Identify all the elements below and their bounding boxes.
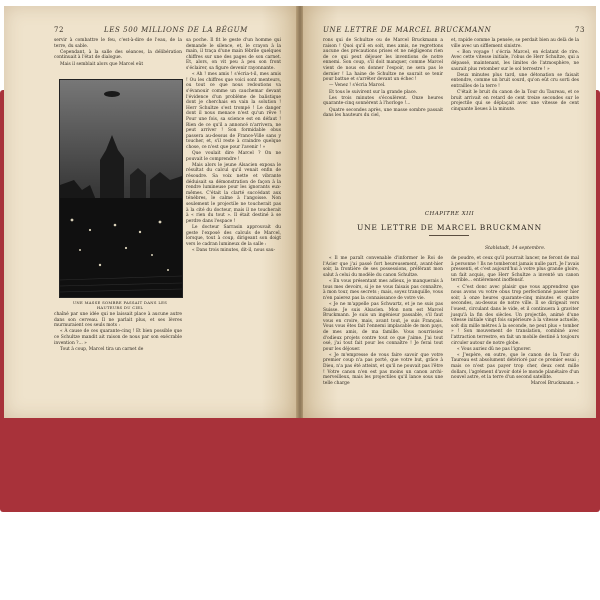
paragraph: « Vous auriez dû ne pas l'ignorer.	[457, 346, 532, 352]
paragraph: « J'espère, en outre, que le canon de la Tour du Taureau est absolument détérioré par ce premier essai ; mais ce n'est pas payer trop cher, deux cent mille dollars, l'agrément d'avoir doté le monde planétaire d'un nouvel astre, et la terre d'un second satellite.	[451, 352, 579, 381]
chapter-rule	[429, 235, 469, 236]
right-col1-top	[323, 38, 443, 119]
paragraph: C'était le bruit du canon de la Tour du Taureau, et ce bruit arrivait en retard de cent treize secondes sur le projectile qui se déplaçait avec une vitesse de cent cinquante lieues à la minute.	[451, 90, 579, 112]
caption-line: UNE MASSE SOMBRE PASSAIT DANS LES	[72, 300, 168, 305]
paragraph: Quatre secondes après, une masse sombre passait dans les hauteurs du ciel,	[323, 107, 443, 119]
paragraph: Le docteur Sarrasin approuvait du geste l'exposé des calculs de Marcel, lorsque, tout à coup, dirigeant son doigt vers le cadran lumineux de la salle :	[186, 224, 281, 247]
engraving-illustration	[59, 79, 183, 298]
signature: Marcel Bruckmann. »	[530, 381, 579, 387]
left-page	[4, 6, 297, 418]
left-col1-top	[54, 38, 182, 68]
paragraph: et, rapide comme la pensée, se perdait bien au delà de la ville avec un sifflement sinistre.	[451, 38, 579, 49]
paragraph: Et tous le suivirent sur la grande place.	[329, 89, 418, 95]
paragraph: « Il me paraît convenable d'informer le Roi de l'Acier que j'ai passé fort heureusement, avant-hier soir, la frontière de ses possessions, préférant mon salut à celui du modèle du canon Schultze.	[323, 256, 443, 278]
paragraph: Que voulait dire Marcel ? On ne pouvait le comprendre !	[186, 151, 281, 162]
paragraph: « Ah ! mes amis ! s'écria-t-il, mes amis ! Ou les chiffres que voici sont menteurs, ou tout ce que nous redoutions va s'évanouir comme un cauchemar devant l'évidence d'un problème de balistique dont je cherchais en vain la solution ! Herr Schultze s'est trompé ! Le danger dont il nous menace n'est qu'un rêve ! Pour une fois, sa science est en défaut ! Rien de ce qu'il a annoncé n'arrivera, ne peut arriver ! Son formidable obus passera au-dessus de France-Ville sans y toucher, et, s'il reste à craindre quelque chose, ce n'est que pour l'avenir ! »	[186, 72, 281, 150]
left-page-number: 72	[54, 26, 65, 34]
left-col2	[186, 38, 281, 254]
illustration-caption	[59, 300, 181, 310]
night-crowd-engraving	[60, 80, 182, 297]
paragraph: Mais alors le jeune Alsacien exposa le résultat du calcul qu'il venait enfin de résoudre. Sa voix nette et vibrante déduisait sa démonstration de façon à la rendre lumineuse pour les ignorants eux-mêmes. C'était la clarté succédant aux ténèbres, le calme à l'angoisse. Non seulement le projectile ne toucherait pas à la cité du docteur, mais il ne toucherait à « rien du tout ». Il était destiné à se perdre dans l'espace !	[186, 162, 281, 224]
letter-dateline: Stahlstadt, 14 septembre.	[485, 246, 546, 251]
caption-line: HAUTEURS DU CIEL	[96, 305, 144, 310]
chapter-title: UNE LETTRE DE MARCEL BRUCKMANN	[356, 223, 543, 232]
right-page	[303, 6, 596, 418]
right-col2-bottom	[451, 256, 579, 388]
right-page-number: 73	[575, 26, 586, 34]
paragraph: « Dans trois minutes, dit-il, nous sau-	[192, 247, 276, 253]
paragraph: « Je ne m'appelle pas Schwartz, et je ne suis pas Suisse. Je suis Alsacien. Mon nom est Marcel Bruckmann. Je suis un ingénieur passable, s'il faut vous en croire, mais, avant tout, je suis Français. Vous vous êtes fait l'ennemi implacable de mon pays, de mes amis, de ma famille. Vous nourrissiez d'odieux projets contre tout ce que j'aime. J'ai tout osé, j'ai tout fait pour les connaître ! Je ferai tout pour les déjouer.	[323, 301, 443, 352]
paragraph: Les trois minutes s'écoulèrent. Onze heures quarante-cinq sonnèrent à l'horloge !...	[323, 95, 443, 107]
paragraph: — Venez ! s'écria Marcel.	[329, 83, 386, 89]
right-col1-bottom	[323, 256, 443, 387]
left-col1-bottom	[54, 312, 182, 353]
paragraph: servir à combattre le feu, c'est-à-dire de l'eau, de la terre, du sable.	[54, 38, 182, 49]
right-col2-top	[451, 38, 579, 113]
paragraph: « En vous présentant mes adieux, je manquerais à tous mes devoirs, si je ne vous faisais pas connaître, à mon tour, mes secrets ; mais, soyez tranquille, vous n'en paierez pas la connaissance de votre vie.	[323, 278, 443, 301]
paragraph: Tout à coup, Marcel tira un carnet de	[60, 346, 144, 352]
paragraph: rons qui de Schultze ou de Marcel Bruckmann a raison ! Quoi qu'il en soit, mes amis, ne regrettons aucune des précautions prises et ne négligeons rien de ce qui peut déjouer les inventions de notre ennemi. Son coup, s'il doit manquer, comme Marcel vient de nous en donner l'espoir, ne sera pas le dernier ! La haine de Schultze ne saurait se tenir pour battue et s'arrêter devant un échec !	[323, 38, 443, 83]
paragraph: « Je m'empresse de vous faire savoir que votre premier coup n'a pas porté, que votre but, grâce à Dieu, n'a pas été atteint, et qu'il ne pouvait pas l'être ! Votre canon n'en est pas moins un canon archi-merveilleux, mais les projectiles qu'il lance sous une telle charge	[323, 352, 443, 386]
paragraph: chaîné par une idée qui ne laissait place à aucune autre dans son cerveau. Il ne parlait plus, et ses lèvres murmuraient ces seuls mots :	[54, 312, 182, 329]
paragraph: « À cause de ces quarante-cinq ! Et bien possible que ce Schultze mandit ait raison de nous par son exécrable invention ?... »	[54, 329, 182, 346]
paragraph: Cependant, à la salle des séances, la délibération continuait à l'état de dialogue.	[54, 49, 182, 61]
paragraph: sa poche. Il fit le geste d'un homme qui demande le silence, et, le crayon à la main, il traça d'une main fébrile quelques chiffres sur une des pages de son carnet. Et, alors, on vit peu à peu son front s'éclairer, sa figure devenir rayonnante.	[186, 38, 281, 71]
paragraph: Deux minutes plus tard, une détonation se faisait entendre, comme un bruit sourd, qu'on eût cru sorti des entrailles de la terre !	[451, 72, 579, 89]
paragraph: « C'est donc avec plaisir que vous apprendrez que nous avons vu votre obus trop perfectionné passer hier soir, à onze heures quarante-cinq minutes et quatre secondes, au-dessus de notre ville. Il se dirigeait vers l'ouest, circulant dans le vide, et il continuera à graviter jusqu'à la fin des siècles. Un projectile, animé d'une vitesse initiale vingt fois supérieure à la vitesse actuelle, soit dix mille mètres à la seconde, ne peut plus « tomber » ! Son mouvement de translation, combiné avec l'attraction terrestre, en fait un mobile destiné à toujours circuler autour de notre globe.	[451, 284, 579, 346]
left-running-head: LES 500 MILLIONS DE LA BÉGUM	[104, 26, 248, 34]
paragraph: de poudre, et ceux qu'il pourrait lancer, ne feront de mal à personne ! Ils ne tomberont jamais nulle part. Je l'avais pressenti, et c'est aujourd'hui à votre plus grande gloire, un fait acquis, que Herr Schultze a inventé un canon terrible... entièrement inoffensif.	[451, 256, 579, 284]
paragraph: Mais il semblait alors que Marcel eût	[60, 61, 144, 67]
right-running-head: UNE LETTRE DE MARCEL BRUCKMANN	[323, 26, 492, 34]
chapter-number: CHAPITRE XIII	[424, 211, 475, 217]
paragraph: « Bon voyage ! s'écria Marcel, en éclatant de rire. Avec cette vitesse initiale, l'obus de Herr Schultze, qui a dépassé, maintenant, les limites de l'atmosphère, ne saurait plus retomber sur le sol terrestre ! »	[451, 49, 579, 72]
